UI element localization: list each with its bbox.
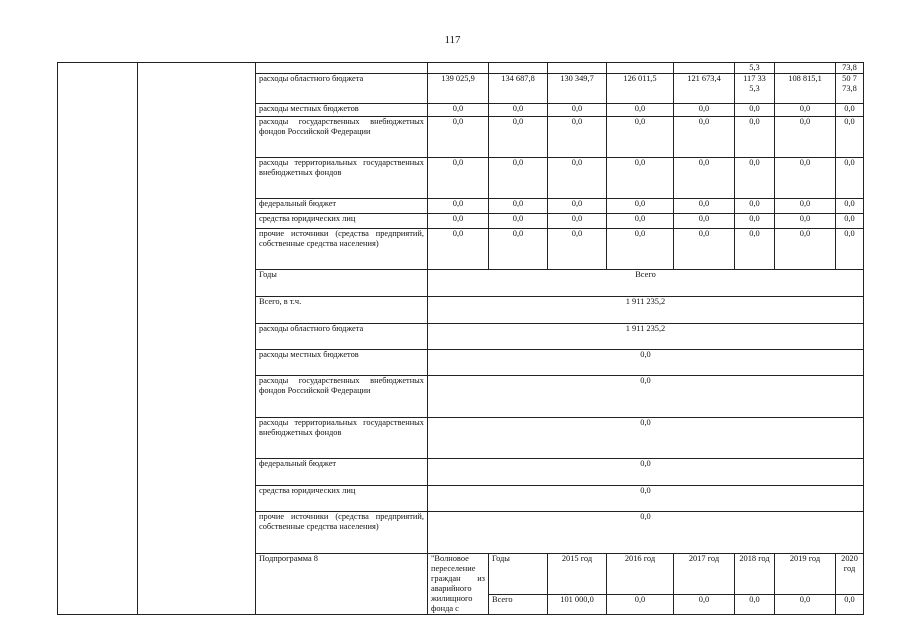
row-label: расходы государственных внебюджетных фондов Российской Федерации [256, 376, 428, 418]
year-header: 2017 год [674, 554, 735, 595]
row-label: расходы государственных внебюджетных фондов Российской Федерации [256, 117, 428, 158]
value-cell: 0,0 [836, 594, 864, 614]
value-cell: 0,0 [489, 199, 548, 214]
row-label: Годы [256, 270, 428, 297]
row-label: расходы областного бюджета [256, 324, 428, 350]
value-cell: 0,0 [836, 214, 864, 229]
total-value: 0,0 [428, 376, 864, 418]
value-cell: 0,0 [428, 158, 489, 199]
value-cell: 0,0 [607, 594, 674, 614]
total-header: Всего [428, 270, 864, 297]
row-label: прочие источники (средства предприятий, собственные средства населения) [256, 229, 428, 270]
value-cell: 0,0 [674, 594, 735, 614]
value-cell: 73,8 [836, 63, 864, 74]
value-cell: 0,0 [775, 214, 836, 229]
value-cell: 50 7 73,8 [836, 74, 864, 104]
value-cell: 0,0 [548, 104, 607, 117]
total-value: 0,0 [428, 459, 864, 486]
value-cell: 0,0 [836, 158, 864, 199]
value-cell: 0,0 [674, 214, 735, 229]
value-cell: 0,0 [775, 199, 836, 214]
value-cell: 0,0 [607, 117, 674, 158]
row-label: федеральный бюджет [256, 199, 428, 214]
value-cell: 117 33 5,3 [735, 74, 775, 104]
row-label: расходы местных бюджетов [256, 104, 428, 117]
year-header: 2019 год [775, 554, 836, 595]
value-cell: 0,0 [607, 214, 674, 229]
year-header: 2020 год [836, 554, 864, 595]
total-value: 1 911 235,2 [428, 297, 864, 324]
row-label: Всего [489, 594, 548, 614]
value-cell: 0,0 [548, 158, 607, 199]
value-cell: 121 673,4 [674, 74, 735, 104]
row-label: расходы местных бюджетов [256, 350, 428, 376]
value-cell [489, 63, 548, 74]
value-cell: 0,0 [489, 117, 548, 158]
year-header: 2015 год [548, 554, 607, 595]
value-cell: 0,0 [735, 199, 775, 214]
value-cell: 0,0 [775, 117, 836, 158]
value-cell: 0,0 [674, 117, 735, 158]
value-cell: 0,0 [775, 229, 836, 270]
value-cell: 0,0 [836, 199, 864, 214]
value-cell: 0,0 [607, 199, 674, 214]
year-header: 2018 год [735, 554, 775, 595]
row-label: расходы территориальных государственных внебюджетных фондов [256, 158, 428, 199]
value-cell: 0,0 [428, 117, 489, 158]
value-cell [607, 63, 674, 74]
value-cell: 101 000,0 [548, 594, 607, 614]
value-cell: 0,0 [428, 214, 489, 229]
value-cell: 0,0 [836, 117, 864, 158]
value-cell: 0,0 [735, 117, 775, 158]
value-cell: 0,0 [428, 104, 489, 117]
value-cell: 0,0 [735, 229, 775, 270]
total-value: 0,0 [428, 350, 864, 376]
value-cell: 0,0 [735, 214, 775, 229]
value-cell: 0,0 [548, 229, 607, 270]
value-cell: 0,0 [607, 229, 674, 270]
row-label: средства юридических лиц [256, 214, 428, 229]
row-label: расходы областного бюджета [256, 74, 428, 104]
table-row [58, 63, 864, 74]
value-cell: 0,0 [489, 229, 548, 270]
value-cell: 0,0 [775, 158, 836, 199]
value-cell: 139 025,9 [428, 74, 489, 104]
value-cell: 0,0 [489, 104, 548, 117]
value-cell: 0,0 [836, 229, 864, 270]
budget-table [57, 62, 864, 615]
value-cell: 0,0 [735, 594, 775, 614]
value-cell: 0,0 [775, 594, 836, 614]
value-cell: 5,3 [735, 63, 775, 74]
value-cell: 0,0 [548, 199, 607, 214]
value-cell: 0,0 [674, 158, 735, 199]
value-cell [548, 63, 607, 74]
row-label: расходы территориальных государственных внебюджетных фондов [256, 418, 428, 459]
value-cell: 0,0 [735, 158, 775, 199]
row-label: средства юридических лиц [256, 486, 428, 512]
row-label: федеральный бюджет [256, 459, 428, 486]
value-cell: 0,0 [489, 158, 548, 199]
total-value: 0,0 [428, 486, 864, 512]
total-value: 1 911 235,2 [428, 324, 864, 350]
value-cell: 0,0 [735, 104, 775, 117]
value-cell: 108 815,1 [775, 74, 836, 104]
subprogram-title: "Волновое переселение граждан из аварийного жилищного фонда с [428, 554, 489, 615]
row-label: Всего, в т.ч. [256, 297, 428, 324]
value-cell: 0,0 [674, 104, 735, 117]
year-header: 2016 год [607, 554, 674, 595]
total-value: 0,0 [428, 418, 864, 459]
value-cell: 0,0 [674, 199, 735, 214]
page-number: 117 [444, 34, 461, 46]
value-cell: 0,0 [548, 117, 607, 158]
program-code-cell [58, 63, 138, 615]
value-cell [674, 63, 735, 74]
program-title-cell [138, 63, 256, 615]
value-cell: 0,0 [489, 214, 548, 229]
total-value: 0,0 [428, 512, 864, 554]
subprogram-code: Подпрограмма 8 [256, 554, 428, 615]
value-cell [775, 63, 836, 74]
row-label [256, 63, 428, 74]
value-cell: 0,0 [548, 214, 607, 229]
value-cell: 0,0 [428, 229, 489, 270]
row-label: Годы [489, 554, 548, 595]
row-label: прочие источники (средства предприятий, собственные средства населения) [256, 512, 428, 554]
value-cell [428, 63, 489, 74]
value-cell: 0,0 [428, 199, 489, 214]
value-cell: 134 687,8 [489, 74, 548, 104]
value-cell: 0,0 [836, 104, 864, 117]
value-cell: 0,0 [775, 104, 836, 117]
value-cell: 0,0 [674, 229, 735, 270]
value-cell: 0,0 [607, 158, 674, 199]
value-cell: 130 349,7 [548, 74, 607, 104]
value-cell: 126 011,5 [607, 74, 674, 104]
value-cell: 0,0 [607, 104, 674, 117]
